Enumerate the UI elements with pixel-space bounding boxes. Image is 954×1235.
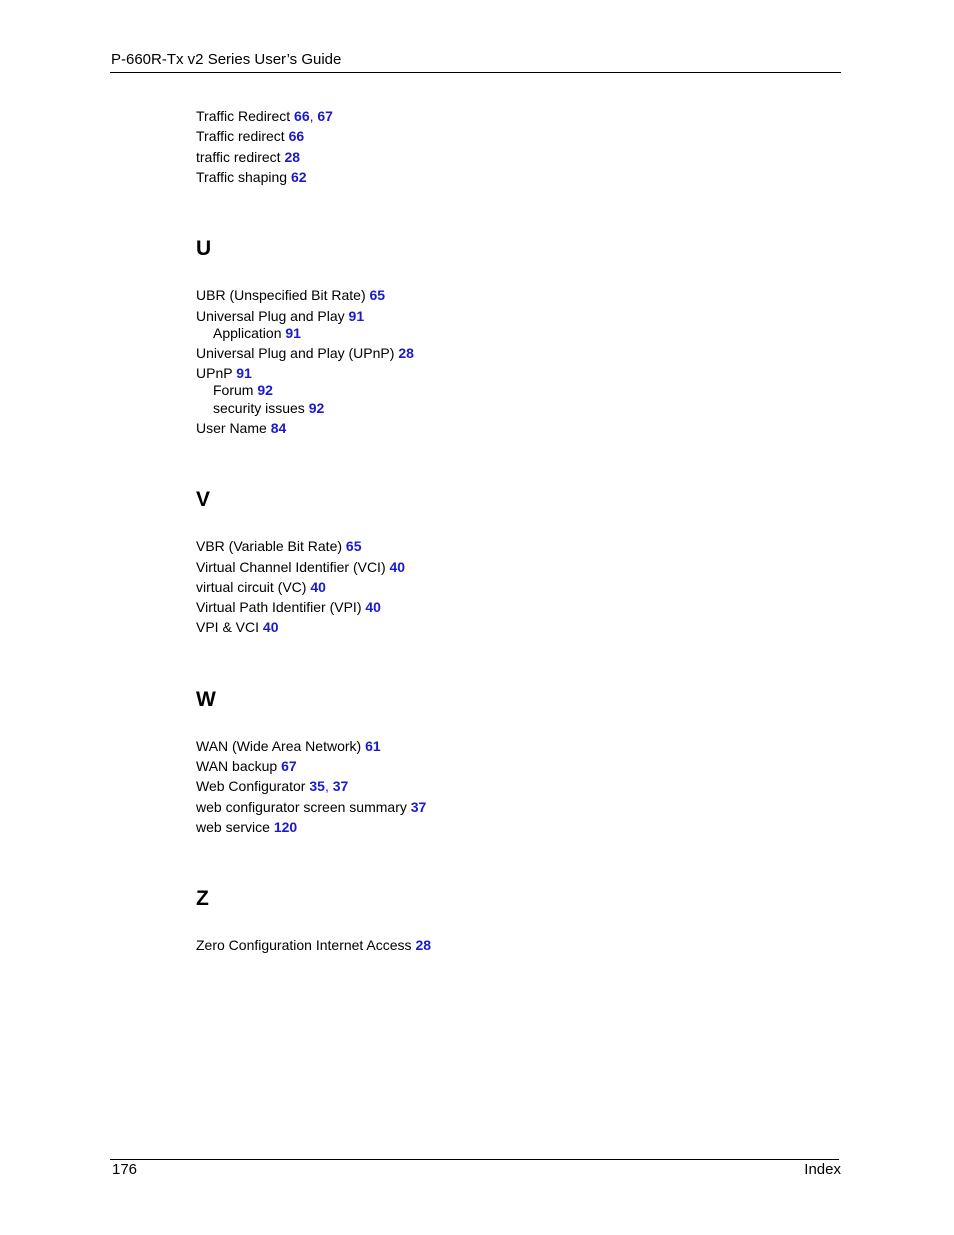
index-entry <box>196 148 300 166</box>
page-link[interactable]: 62 <box>290 169 307 185</box>
index-subentry <box>213 324 301 342</box>
index-entry: Web Configurator 35, 37 <box>196 778 349 794</box>
index-term: web service <box>196 819 270 835</box>
index-entry <box>196 757 297 775</box>
header-rule <box>110 72 841 73</box>
index-subentry <box>213 381 273 399</box>
index-entry <box>196 798 426 816</box>
index-entry <box>196 936 431 954</box>
page-link[interactable]: 91 <box>285 325 301 341</box>
index-entry <box>196 598 381 616</box>
index-entry <box>196 558 405 576</box>
index-entry <box>196 307 364 325</box>
index-term: virtual circuit (VC) <box>196 579 307 595</box>
index-term: VPI & VCI <box>196 619 260 635</box>
index-term: Web Configurator <box>196 778 306 794</box>
page-link[interactable]: 92 <box>308 400 325 416</box>
index-entry <box>196 364 252 382</box>
index-entry <box>196 344 414 362</box>
index-term: Universal Plug and Play <box>196 308 345 324</box>
page-link[interactable]: 37 <box>410 799 427 815</box>
page-link[interactable]: 67 <box>281 758 297 774</box>
index-term: User Name <box>196 420 267 436</box>
page-link[interactable]: 92 <box>257 382 273 398</box>
index-entry <box>196 818 297 836</box>
index-entry: Traffic Redirect 66, 67 <box>196 108 333 124</box>
index-entry <box>196 737 381 755</box>
page-number: 176 <box>112 1161 138 1178</box>
page-link[interactable]: 65 <box>345 538 362 554</box>
page-link[interactable]: 67 <box>317 108 333 124</box>
page-link[interactable]: 84 <box>270 420 287 436</box>
index-entry <box>196 618 279 636</box>
index-entry <box>196 419 286 437</box>
page-link[interactable]: 40 <box>389 559 406 575</box>
index-term: Forum <box>213 382 254 398</box>
index-entry <box>196 127 304 145</box>
guide-title: P-660R-Tx v2 Series User’s Guide <box>111 51 342 68</box>
index-entry <box>196 578 326 596</box>
index-term: Traffic redirect <box>196 128 285 144</box>
index-term: WAN backup <box>196 758 278 774</box>
section-letter-z: Z <box>196 887 209 910</box>
index-term: UPnP <box>196 365 233 381</box>
page-link[interactable]: 28 <box>284 149 301 165</box>
index-term: web configurator screen summary <box>196 799 407 815</box>
index-term: security issues <box>213 400 305 416</box>
page-link[interactable]: 40 <box>262 619 279 635</box>
footer-section-name: Index <box>804 1161 841 1178</box>
index-entry <box>196 286 385 304</box>
section-letter-v: V <box>196 488 211 511</box>
index-term: Universal Plug and Play (UPnP) <box>196 345 395 361</box>
page-link[interactable]: 28 <box>415 937 432 953</box>
index-term: VBR (Variable Bit Rate) <box>196 538 343 554</box>
index-entry <box>196 168 307 186</box>
index-term: Application <box>213 325 282 341</box>
page-link[interactable]: 66 <box>288 128 305 144</box>
page-link[interactable]: 40 <box>365 599 381 615</box>
index-term: Virtual Path Identifier (VPI) <box>196 599 362 615</box>
page-link[interactable]: 65 <box>369 287 386 303</box>
index-subentry <box>213 399 324 417</box>
index-term: traffic redirect <box>196 149 281 165</box>
index-term: Traffic shaping <box>196 169 288 185</box>
footer-rule <box>110 1159 839 1160</box>
page-link[interactable]: 35 <box>309 778 325 794</box>
index-term: Virtual Channel Identifier (VCI) <box>196 559 386 575</box>
page-link[interactable]: 28 <box>398 345 414 361</box>
index-term: Traffic Redirect <box>196 108 291 124</box>
page-link[interactable]: 61 <box>365 738 381 754</box>
page-link[interactable]: 66 <box>294 108 310 124</box>
index-term: UBR (Unspecified Bit Rate) <box>196 287 366 303</box>
section-letter-u: U <box>196 237 212 260</box>
index-entry <box>196 537 361 555</box>
page-link[interactable]: 91 <box>236 365 252 381</box>
index-term: WAN (Wide Area Network) <box>196 738 362 754</box>
page-link[interactable]: 120 <box>273 819 298 835</box>
section-letter-w: W <box>196 688 216 711</box>
index-term: Zero Configuration Internet Access <box>196 937 412 953</box>
page-link[interactable]: 40 <box>310 579 326 595</box>
page-link[interactable]: 37 <box>332 778 349 794</box>
page-link[interactable]: 91 <box>348 308 365 324</box>
